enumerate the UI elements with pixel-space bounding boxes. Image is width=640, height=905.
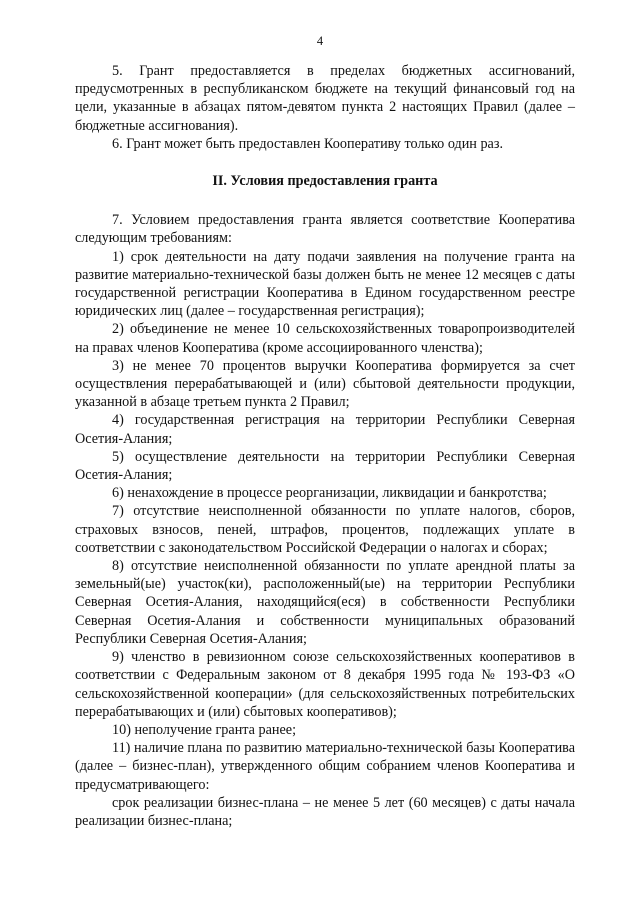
list-item-11: 11) наличие плана по развитию материально-технической базы Кооператива (далее – бизнес-план), утвержденного общим собранием членов Кооператива и предусматривающего: xyxy=(75,740,575,793)
list-item-3: 3) не менее 70 процентов выручки Кооператива формируется за счет осуществления перерабатывающей и (или) сбытовой деятельности продукции, указанной в абзаце третьем пункта 2 Правил; xyxy=(75,357,575,411)
list-item-10: 10) неполучение гранта ранее; xyxy=(112,721,297,738)
paragraph-grant-once: 6. Грант может быть предоставлен Кооперативу только один раз. xyxy=(112,135,503,152)
page-number: 4 xyxy=(316,34,324,48)
list-item-7: 7) отсутствие неисполненной обязанности по уплате налогов, сборов, страховых взносов, пеней, штрафов, процентов, подлежащих уплате в соответствии с законодательством Российской Федерации о налогах и сборах; xyxy=(75,503,575,556)
list-item-8: 8) отсутствие неисполненной обязанности по уплате арендной платы за земельный(ые) участок(ки), расположенный(ые) на территории Республики Северная Осетия-Алания, находящийся(еся) в собственности Республики Северная Осетия-Алания и собственности муниципальных образований Республики Северная Осетия-Алания; xyxy=(75,558,575,647)
list-item-9: 9) членство в ревизионном союзе сельскохозяйственных кооперативов в соответствии с Федеральным законом от 8 декабря 1995 года № 193-ФЗ «О сельскохозяйственной кооперации» (для сельскохозяйственных потребительских перерабатывающих и (или) сбытовых кооперативов); xyxy=(75,649,575,720)
section-heading: II. Условия предоставления гранта xyxy=(212,173,438,190)
list-item-6: 6) ненахождение в процессе реорганизации, ликвидации и банкротства; xyxy=(112,485,547,502)
document-body xyxy=(75,62,575,830)
paragraph-conditions-intro: 7. Условием предоставления гранта является соответствие Кооператива следующим требованиям: xyxy=(75,212,575,247)
paragraph-grant-budget: 5. Грант предоставляется в пределах бюджетных ассигнований, предусмотренных в республиканском бюджете на текущий финансовый год на цели, указанные в абзацах пятом-девятом пункта 2 настоящих Правил (далее – бюджетные ассигнования). xyxy=(75,63,575,134)
list-item-5: 5) осуществление деятельности на территории Республики Северная Осетия-Алания; xyxy=(75,448,575,484)
list-item-1: 1) срок деятельности на дату подачи заявления на получение гранта на развитие материально-технической базы должен быть не менее 12 месяцев с даты государственной регистрации Кооператива в Едином государственном реестре юридических лиц (далее – государственная регистрация); xyxy=(75,248,575,320)
list-item-4: 4) государственная регистрация на территории Республики Северная Осетия-Алания; xyxy=(75,412,575,447)
list-item-11-subitem: срок реализации бизнес-плана – не менее 5 лет (60 месяцев) с даты начала реализации бизнес-плана; xyxy=(75,794,575,829)
list-item-2: 2) объединение не менее 10 сельскохозяйственных товаропроизводителей на правах членов Кооператива (кроме ассоциированного членства); xyxy=(75,321,575,356)
